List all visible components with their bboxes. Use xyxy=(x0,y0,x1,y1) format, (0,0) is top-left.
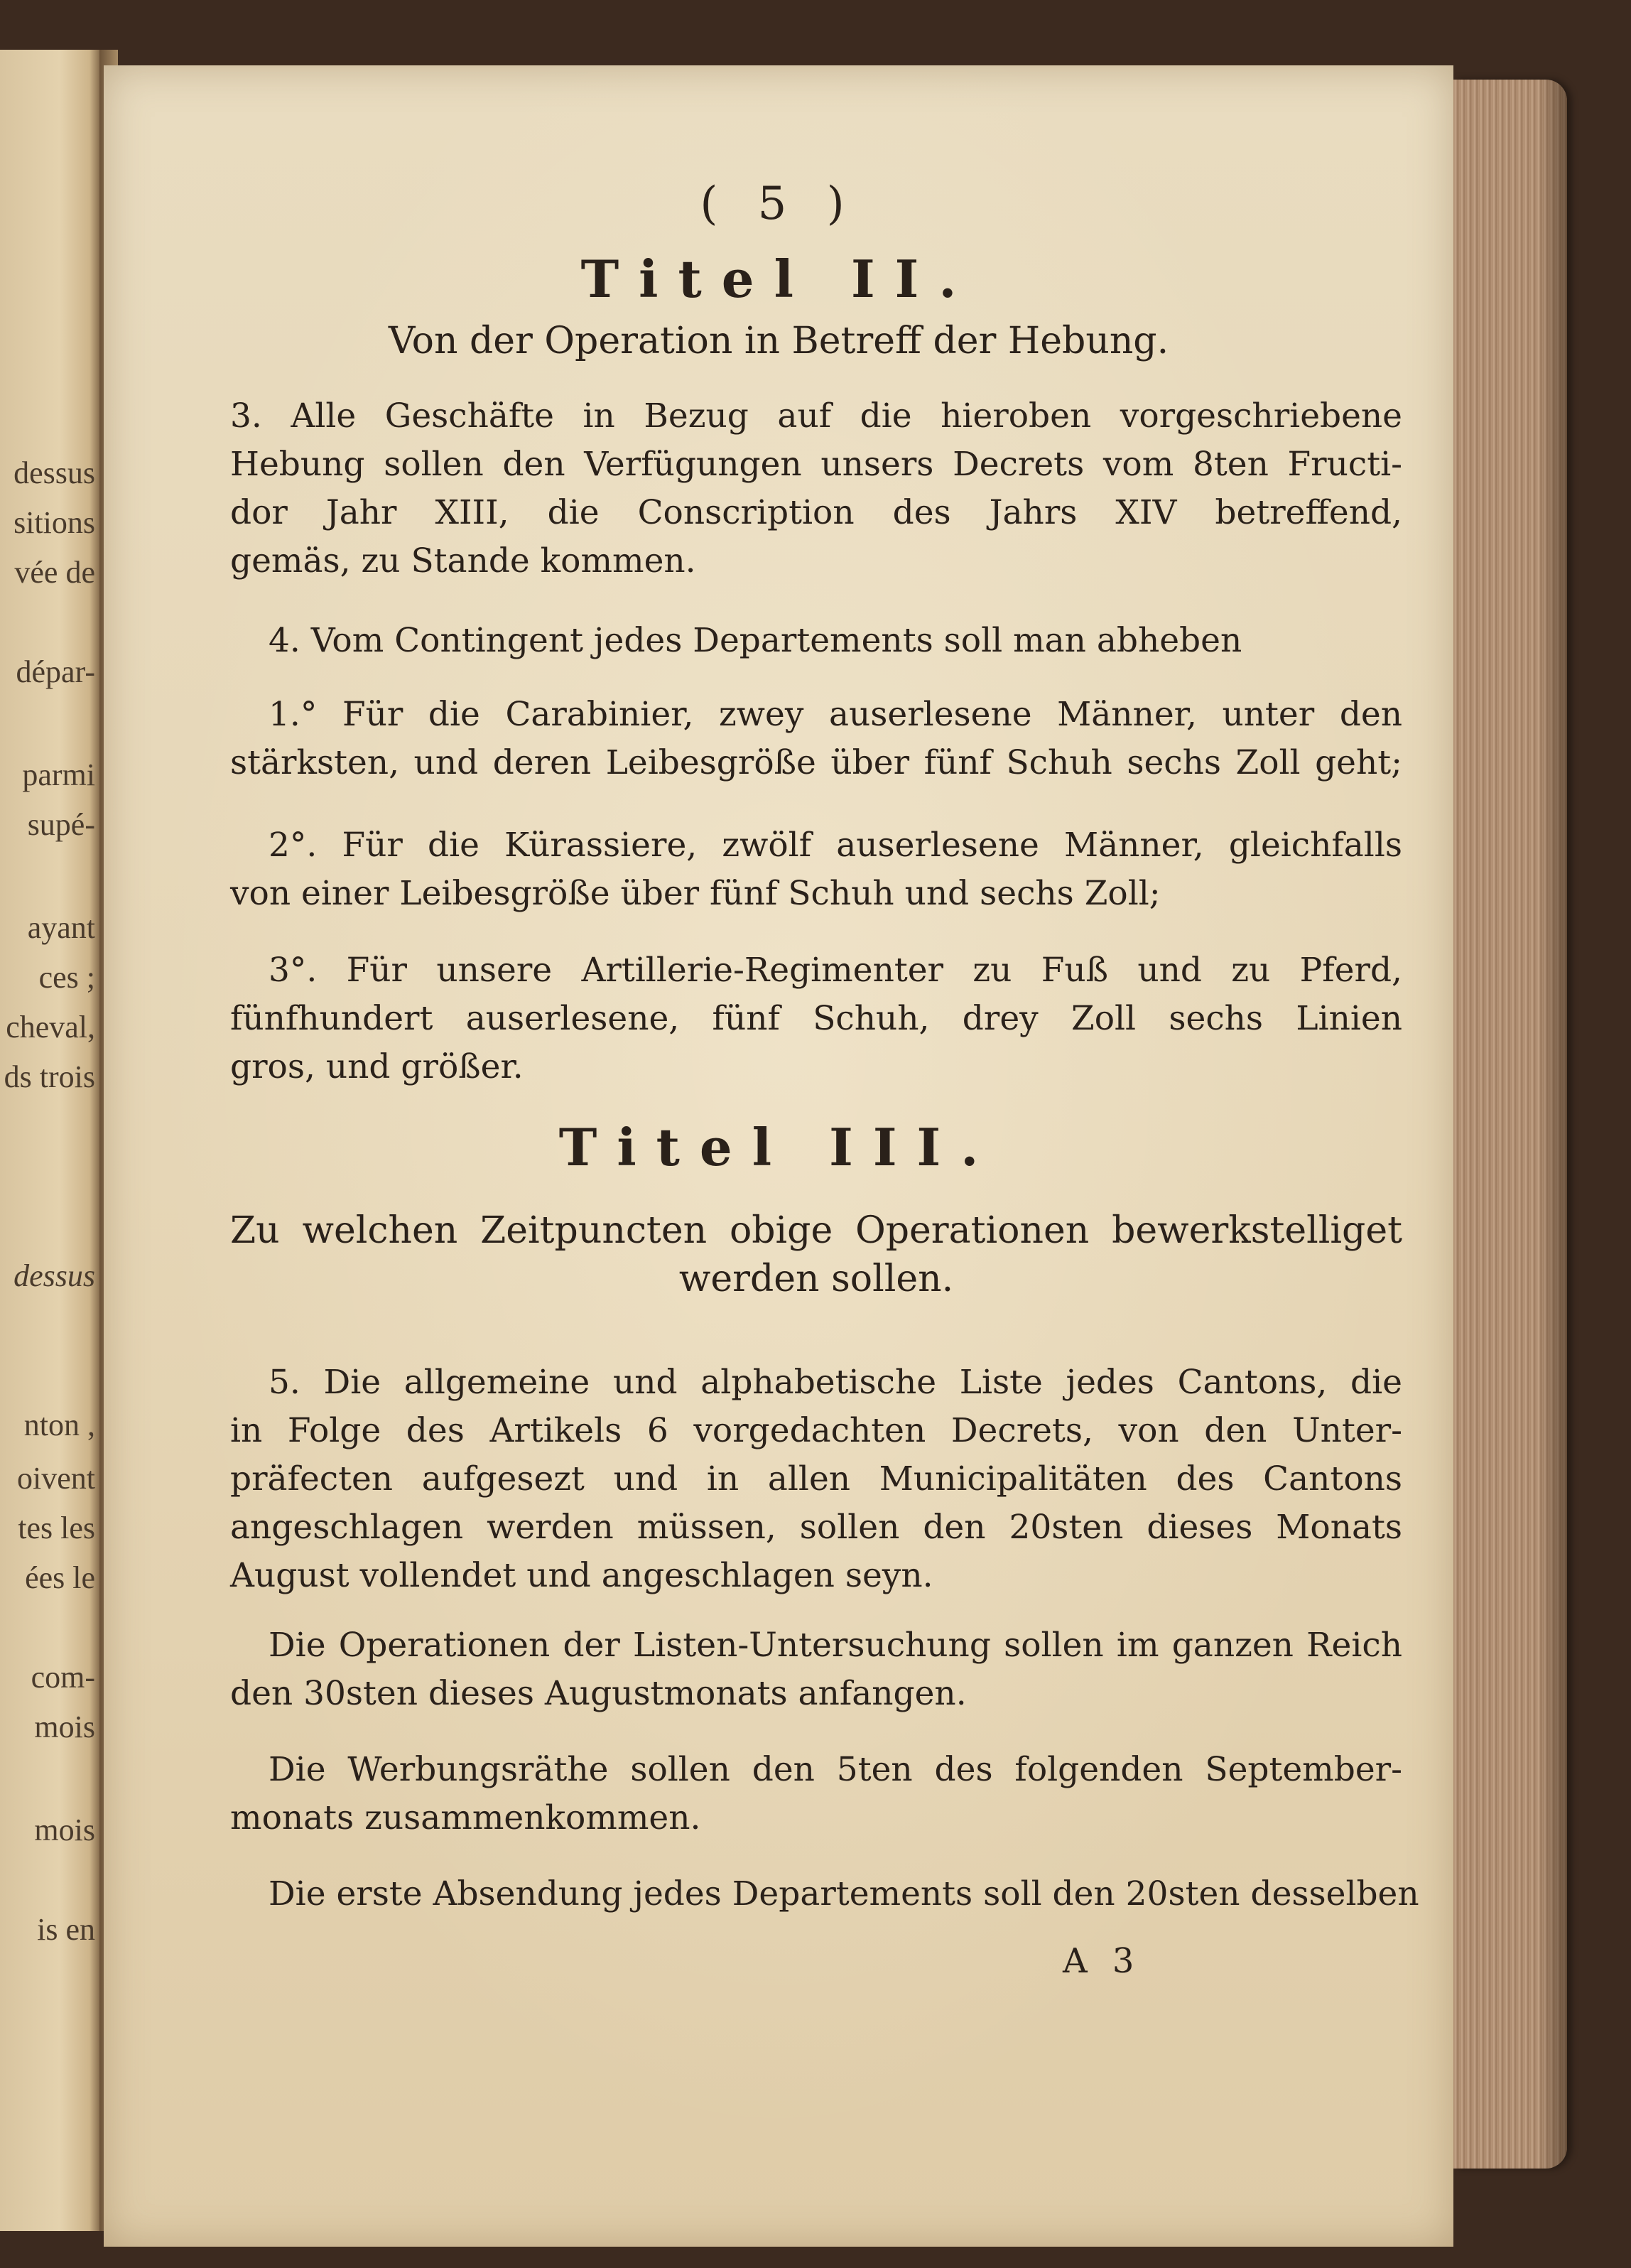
left-fragment: nton , xyxy=(23,1408,95,1442)
left-fragment: dépar- xyxy=(16,654,95,689)
section-title-3: Titel III. xyxy=(558,1117,999,1177)
paragraph-6 xyxy=(230,1621,1402,1718)
left-fragment: cheval, xyxy=(6,1010,95,1044)
text-line: von einer Leibesgröße über fünf Schuh und sechs Zoll; xyxy=(230,874,1161,913)
text-line: dor Jahr XIII, die Conscription des Jahrs XIV betreffend, xyxy=(230,493,1402,532)
text-line: angeschlagen werden müssen, sollen den 20sten dieses Monats xyxy=(230,1508,1402,1547)
left-fragment: oivent xyxy=(17,1461,95,1496)
text-line: präfecten aufgesezt und in allen Municipalitäten des Cantons xyxy=(230,1459,1402,1498)
left-fragment: ds trois xyxy=(4,1059,95,1094)
left-fragment: com- xyxy=(31,1660,95,1695)
left-fragment: ces ; xyxy=(38,960,95,995)
paragraph-4 xyxy=(269,617,1334,665)
section-title-2: Titel II. xyxy=(580,249,977,309)
text-line: 2°. Für die Kürassiere, zwölf auserlesene Männer, gleichfalls xyxy=(269,826,1402,865)
left-fragment: ées le xyxy=(25,1560,95,1595)
text-line: 3. Alle Geschäfte in Bezug auf die hieroben vorgeschriebene xyxy=(230,396,1402,436)
paragraph-7 xyxy=(230,1746,1402,1842)
left-fragment: is en xyxy=(37,1912,95,1947)
list-item-3 xyxy=(230,946,1402,1091)
signature-mark: A 3 xyxy=(1063,1941,1142,1981)
text-line: gemäs, zu Stande kommen. xyxy=(230,541,696,580)
text-line: Die Operationen der Listen-Untersuchung sollen im ganzen Reich xyxy=(269,1626,1402,1665)
text-line: fünfhundert auserlesene, fünf Schuh, drey Zoll sechs Linien xyxy=(230,999,1402,1038)
text-line: stärksten, und deren Leibesgröße über fünf Schuh sechs Zoll geht; xyxy=(230,743,1402,782)
text-line: August vollendet und angeschlagen seyn. xyxy=(230,1556,933,1595)
left-fragment: supé- xyxy=(27,807,95,842)
list-item-1 xyxy=(230,691,1402,787)
book-page-edges xyxy=(1453,80,1567,2169)
previous-page-edge xyxy=(0,50,99,2231)
text-line: 4. Vom Contingent jedes Departements soll man abheben xyxy=(269,621,1242,660)
left-fragment: parmi xyxy=(22,757,95,792)
paragraph-8 xyxy=(230,1870,1419,1918)
left-fragment: mois xyxy=(34,1710,95,1744)
left-fragment: dessus xyxy=(13,455,95,490)
text-line: monats zusammenkommen. xyxy=(230,1798,701,1837)
left-fragment: vée de xyxy=(14,555,95,590)
list-item-2 xyxy=(230,821,1402,918)
text-line: Zu welchen Zeitpuncten obige Operationen bewerkstelliget xyxy=(230,1209,1402,1252)
text-line: in Folge des Artikels 6 vorgedachten Decrets, von den Unter- xyxy=(230,1411,1402,1450)
left-fragment: tes les xyxy=(18,1511,95,1545)
text-line: den 30sten dieses Augustmonats anfangen. xyxy=(230,1674,967,1713)
text-line: Hebung sollen den Verfügungen unsers Decrets vom 8ten Fructi- xyxy=(230,445,1402,484)
left-fragment: sitions xyxy=(13,505,95,540)
section-subtitle-3 xyxy=(230,1209,1402,1300)
text-line: werden sollen. xyxy=(678,1258,954,1300)
section-subtitle-2: Von der Operation in Betreff der Hebung. xyxy=(388,320,1169,362)
text-line: gros, und größer. xyxy=(230,1047,524,1086)
text-line: 5. Die allgemeine und alphabetische Liste jedes Cantons, die xyxy=(269,1363,1402,1402)
paragraph-5 xyxy=(230,1359,1402,1600)
paragraph-3 xyxy=(230,392,1402,585)
left-fragment: ayant xyxy=(27,910,95,945)
text-line: 1.° Für die Carabinier, zwey auserlesene Männer, unter den xyxy=(269,695,1402,734)
text-line: Die Werbungsräthe sollen den 5ten des folgenden September- xyxy=(269,1750,1402,1789)
book-page xyxy=(104,65,1453,2247)
text-line: 3°. Für unsere Artillerie-Regimenter zu Fuß und zu Pferd, xyxy=(269,951,1402,990)
text-line: Die erste Absendung jedes Departements soll den 20sten desselben xyxy=(269,1874,1419,1913)
left-fragment: mois xyxy=(34,1813,95,1847)
page-number: ( 5 ) xyxy=(700,178,857,230)
left-fragment: dessus xyxy=(13,1258,95,1293)
